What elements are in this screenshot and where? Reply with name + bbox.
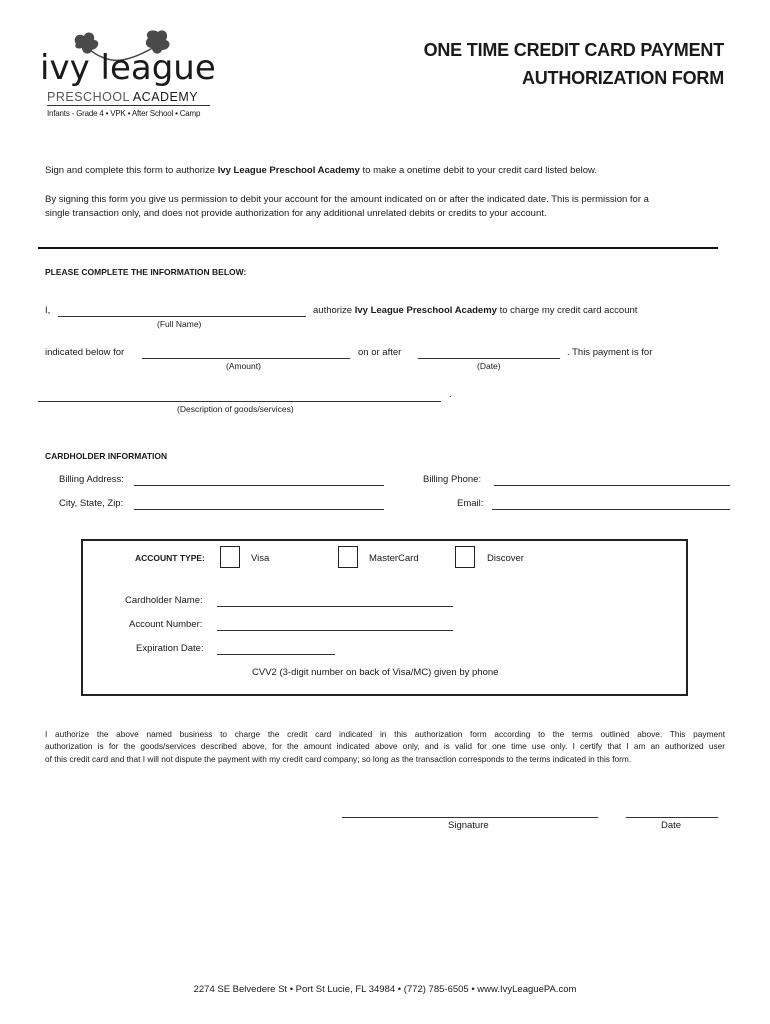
expiration-date-field[interactable] xyxy=(217,654,335,655)
email-label: Email: xyxy=(457,498,484,509)
logo-subtitle-preschool: PRESCHOOL xyxy=(47,90,130,104)
date-caption: (Date) xyxy=(477,361,501,371)
form-title-line1: ONE TIME CREDIT CARD PAYMENT xyxy=(423,40,724,60)
discover-checkbox[interactable] xyxy=(455,546,475,568)
logo xyxy=(40,28,230,123)
signature-label: Signature xyxy=(448,820,489,831)
description-caption: (Description of goods/services) xyxy=(177,404,294,414)
indicated-label: indicated below for xyxy=(45,347,125,358)
city-state-zip-field[interactable] xyxy=(134,509,384,510)
account-type-label: ACCOUNT TYPE: xyxy=(135,553,205,563)
logo-name-ivy: ivy xyxy=(40,48,90,88)
intro-paragraph-1: Sign and complete this form to authorize Ivy League Preschool Academy to make a onetime debit to your credit card listed below. xyxy=(45,165,598,176)
mastercard-label: MasterCard xyxy=(369,553,419,564)
cardholder-heading: CARDHOLDER INFORMATION xyxy=(45,451,168,461)
cvv2-note: CVV2 (3-digit number on back of Visa/MC) given by phone xyxy=(252,667,499,678)
visa-label: Visa xyxy=(251,553,270,564)
cardholder-name-field[interactable] xyxy=(217,606,453,607)
visa-checkbox[interactable] xyxy=(220,546,240,568)
mastercard-checkbox[interactable] xyxy=(338,546,358,568)
billing-address-field[interactable] xyxy=(134,485,384,486)
form-title-line2: AUTHORIZATION FORM xyxy=(521,68,724,88)
amount-field[interactable] xyxy=(142,358,350,359)
full-name-caption: (Full Name) xyxy=(157,319,202,329)
account-number-field[interactable] xyxy=(217,630,453,631)
logo-name-league: league xyxy=(100,48,216,88)
city-state-zip-label: City, State, Zip: xyxy=(59,498,124,509)
amount-caption: (Amount) xyxy=(226,361,261,371)
description-period: . xyxy=(449,389,452,400)
email-field[interactable] xyxy=(492,509,730,510)
signature-date-label: Date xyxy=(661,820,682,831)
account-number-label: Account Number: xyxy=(129,619,203,630)
info-heading: PLEASE COMPLETE THE INFORMATION BELOW: xyxy=(45,267,247,277)
full-name-field[interactable] xyxy=(58,316,306,317)
footer-address: 2274 SE Belvedere St • Port St Lucie, FL 34984 • (772) 785-6505 • www.IvyLeaguePA.com xyxy=(193,984,577,995)
authorize-text: authorize Ivy League Preschool Academy to charge my credit card account xyxy=(313,305,638,316)
intro-paragraph-2: By signing this form you give us permission to debit your account for the amount indicated on or after the indicated date. This is permission for a single transaction only, and does not provide authorization for any additional unrelated debits or credits to your account. xyxy=(45,194,649,219)
i-label: I, xyxy=(45,305,51,316)
signature-date-field[interactable] xyxy=(626,817,718,818)
date-field[interactable] xyxy=(418,358,560,359)
billing-phone-label: Billing Phone: xyxy=(423,474,482,485)
description-field[interactable] xyxy=(38,401,441,402)
discover-label: Discover xyxy=(487,553,524,564)
signature-field[interactable] xyxy=(342,817,598,818)
section-divider xyxy=(38,247,718,249)
on-or-after-label: on or after xyxy=(358,347,402,358)
logo-subtitle-academy: ACADEMY xyxy=(132,90,199,104)
billing-phone-field[interactable] xyxy=(494,485,730,486)
payment-is-for-label: . This payment is for xyxy=(567,347,653,358)
cardholder-name-label: Cardholder Name: xyxy=(125,595,203,606)
expiration-date-label: Expiration Date: xyxy=(136,643,204,654)
billing-address-label: Billing Address: xyxy=(59,474,124,485)
authorization-paragraph: I authorize the above named business to charge the credit card indicated in this authorization form according to the terms outlined above. This payment authorization is for the goods/services described above, for the amount indicated above only, and is valid for one time use only. I certify that I am an authorized user of this credit card and that I will not dispute the payment with my credit card company; so long as the transaction corresponds to the terms indicated in this form. xyxy=(45,729,725,764)
logo-tagline: Infants - Grade 4 • VPK • After School • Camp xyxy=(47,109,201,118)
